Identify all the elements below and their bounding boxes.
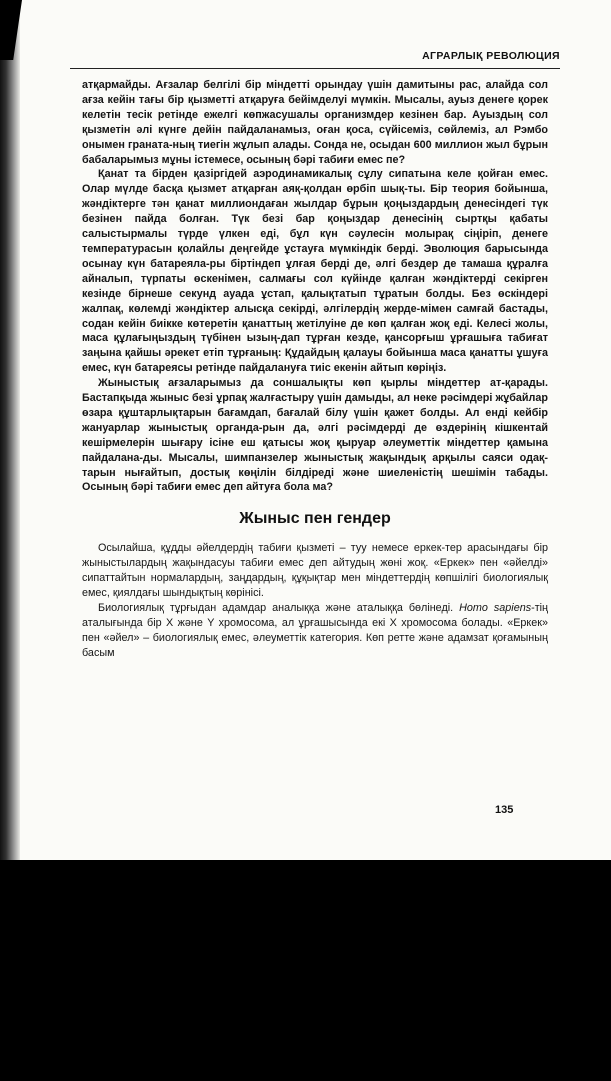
- page-body: [82, 78, 548, 661]
- page-header: [70, 44, 560, 69]
- paragraph-5: [82, 601, 548, 661]
- running-head: АГРАРЛЫҚ РЕВОЛЮЦИЯ: [422, 50, 560, 62]
- section-heading: Жыныс пен гендер: [239, 510, 391, 528]
- scan-dark-area: [0, 860, 611, 1081]
- page-number: 135: [495, 804, 514, 816]
- paragraph-1: атқармайды. Ағзалар белгілі бір міндетті орындау үшін дамитыны рас, алайда сол ағза кейін тағы бір қызметті атқаруға бейімделуі мүмкін. Мысалы, ауыз денеге қорек келетін тесік ретінде ежелгі көпжасушалы организмдер кезінен бар. Ауыздың сол қызметін әлі күнге дейін пайдаланамыз, оған қоса, сүйісеміз, сөйлеміз, ал Рэмбо онымен граната-ның тиегін жұлып алады. Сонда не, осыдан 600 миллион жыл бұрын бабаларымыз мұны істемесе, осының бәрі табиғи емес пе?: [82, 79, 548, 166]
- paragraph-5-rest: -тің аталығында бір Х және Y хромосома, ал ұрғашысында екі Х хромосома болады. «Еркек» пен «әйел» – биологиялық емес, әлеуметтік категория. Көп ретте және адамзат қоғамының басым: [82, 602, 549, 659]
- paragraph-2: Қанат та бірден қазіргідей аэродинамикалық сұлу сипатына келе қойған емес. Олар мүлде басқа қызмет атқарған аяқ-қолдан өрбіп шық-ты. Бір теория бойынша, жәндіктерге тән қанат миллиондаған жылдар бұрын қоңыздардың денесіндегі түк безінен пайда болған. Түк безі бар қоңыздар денесінің сыртқы қабаты салыстырмалы түрде үлкен еді, бұл күн сәулесін молырақ сіңіріп, денеге температурасын қолайлы деңгейде ұстауға мүмкіндік берді. Эволюция барысында осынау күн батареяла-ры біртіндеп ұлғая берді де, әлгі бездер де тамаша құралға айналып, түрпаты өскенімен, салмағы сол күйінде қалған жәндіктерді секірген кезінде бірнеше секунд ауада ұстап, қалықтатып тұратын болды. Без өскіндері жалпақ, көлемді жәндіктер алысқа секірді, әлгілердің жерде-мімен самғай бастады, содан кейін биікке көтеретін қанаттың жетілуіне де көп қалған жоқ еді. Келесі жолы, маса құлағыңыздың түбінен ызың-дап тұрған кезде, қансорғыш ұрғашыға табиғат заңына қайшы әрекет етіп тұрғаның: Құдайдың қалауы бойынша маса қанатты ұшуға емес, күн батареясы ретінде пайдалануға тиіс екенін айтып көріңіз.: [82, 168, 548, 375]
- paragraph-3: Жыныстық ағзаларымыз да соншалықты көп қырлы міндеттер ат-қарады. Бастапқыда жыныс безі ұрпақ жалғастыру үшін дамыды, ал неке рәсімдері жұбайлар өзара құштарлықтарын бағамдап, бағалай білу үшін қажет болды. Ал енді кейбір жануарлар жыныстық органда-рын да, әлгі рәсімдерді де өздерінің кішкентай кешірмелерін шығару ісіне еш қатысы жоқ қыруар әлеуметтік міндеттер қамына пайдалана-ды. Мысалы, шимпанзелер жыныстық жақындық арқылы саяси одақ-тарын нығайтып, достық көңілін білдіреді және шиеленістің шешімін табады. Осының бәрі табиғи емес деп айтуға бола ма?: [82, 377, 548, 494]
- species-name: Homo sapiens: [459, 602, 532, 614]
- paragraph-4: Осылайша, құдды әйелдердің табиғи қызметі – туу немесе еркек-тер арасындағы бір жыныстылардың жақындасуы табиғи емес деп айтудың жөні жоқ. «Еркек» пен «әйелді» сипаттайтын нормалардың, заңдардың, құқықтар мен міндеттердің көпшілігі биологиялық емес, қиялдағы шындықтың көрінісі.: [82, 542, 548, 600]
- paragraph-5-lead: Биологиялық тұрғыдан адамдар аналыққа және аталыққа бөлінеді.: [98, 602, 454, 614]
- book-spine-shadow: [0, 0, 20, 860]
